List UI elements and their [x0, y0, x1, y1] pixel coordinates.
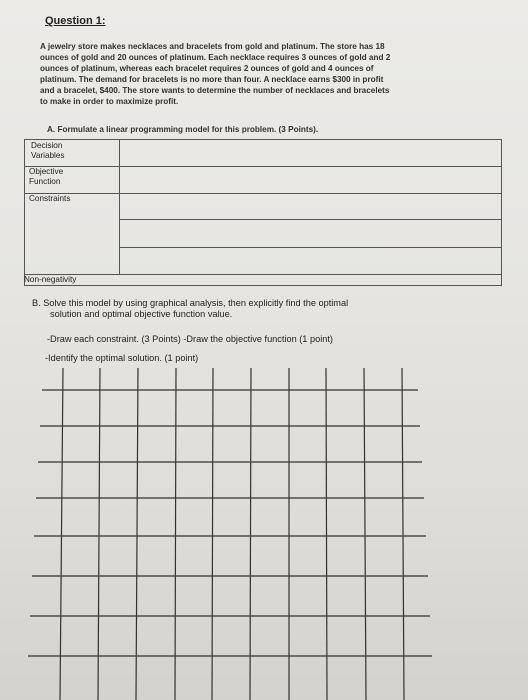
part-a-heading: A. Formulate a linear programming model for this problem. (3 Points). [47, 125, 319, 134]
problem-line: ounces of platinum, whereas each bracelet requires 2 ounces of gold and 4 ounces of [40, 64, 374, 73]
problem-line: ounces of gold and 20 ounces of platinum. Each necklace requires 3 ounces of gold and 2 [40, 53, 391, 62]
problem-line: and a bracelet, $400. The store wants to determine the number of necklaces and bracelets [40, 86, 390, 95]
grid-vline [175, 368, 176, 700]
grid-vline [250, 368, 251, 700]
grid-vline [364, 368, 366, 700]
part-b-heading: B. Solve this model by using graphical analysis, then explicitly find the optimal solution and optimal objective function value. [32, 298, 349, 319]
grid-vline [98, 368, 100, 700]
problem-line: to make in order to maximize profit. [40, 97, 179, 106]
grid-vline [326, 368, 327, 700]
grid-vline [60, 368, 63, 700]
grid-vline [136, 368, 138, 700]
draw-instruction: -Draw each constraint. (3 Points) -Draw the objective function (1 point) [47, 334, 333, 344]
grid-vline [402, 368, 404, 700]
identify-instruction: -Identify the optimal solution. (1 point) [45, 353, 199, 363]
decision-variables-label: Decision Variables [31, 141, 65, 160]
problem-line: platinum. The demand for bracelets is no more than four. A necklace earns $300 in profit [40, 75, 384, 84]
grid-lines [28, 368, 432, 700]
constraints-label: Constraints [29, 194, 71, 203]
grid-vline [212, 368, 213, 700]
question-title: Question 1: [45, 15, 106, 27]
objective-function-label: Objective Function [29, 167, 64, 186]
non-negativity-label: Non-negativity [24, 275, 77, 284]
problem-line: A jewelry store makes necklaces and bracelets from gold and platinum. The store has 18 [40, 42, 385, 51]
